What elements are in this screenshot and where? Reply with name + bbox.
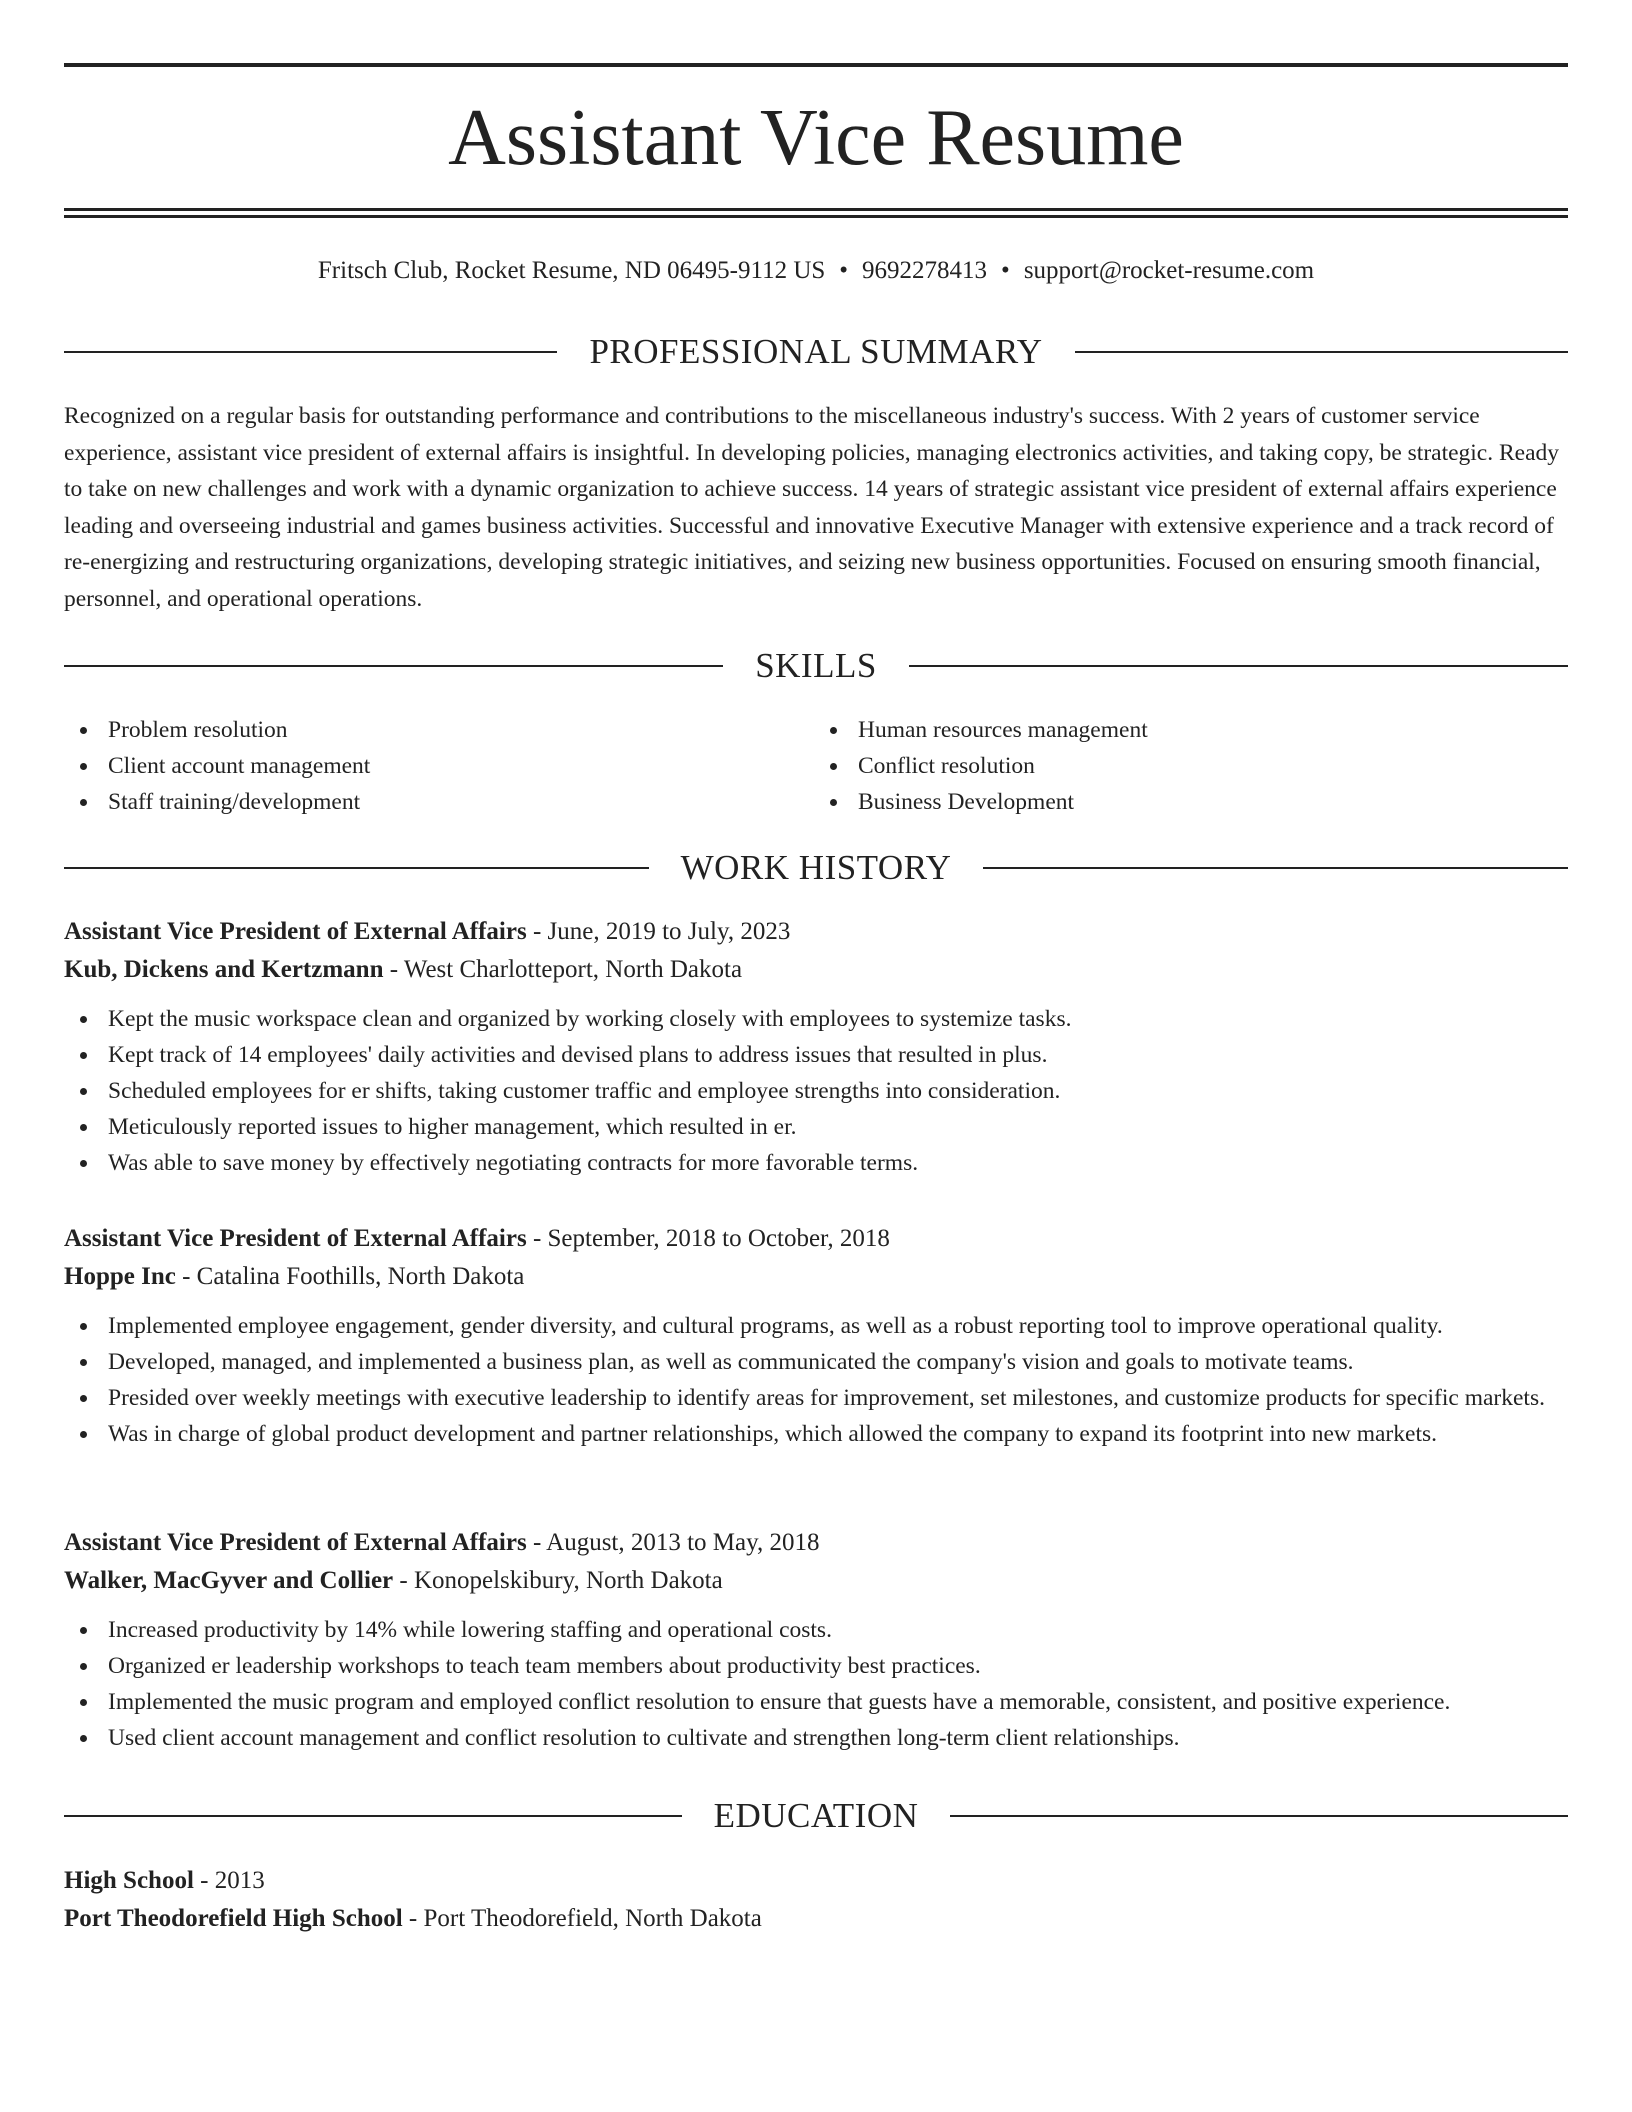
skill-item: Client account management	[108, 748, 816, 784]
heading-rule	[909, 665, 1568, 667]
job-bullet: Presided over weekly meetings with executive leadership to identify areas for improvement, set milestones, and customize products for specific markets.	[108, 1380, 1568, 1416]
heading-rule	[64, 867, 649, 869]
section-title: PROFESSIONAL SUMMARY	[589, 332, 1043, 371]
title-rule-lower	[64, 215, 1568, 218]
skills-list	[64, 712, 1568, 820]
skills-column-left	[64, 712, 816, 820]
education-school-line	[64, 1900, 1568, 1938]
section-heading-skills	[64, 644, 1568, 688]
job-bullets	[64, 1612, 1568, 1756]
job-title-line	[64, 913, 1568, 951]
job-dates: - June, 2019 to July, 2023	[526, 918, 791, 945]
contact-email: support@rocket-resume.com	[1023, 257, 1315, 284]
education-degree-line	[64, 1862, 1568, 1900]
contact-separator: •	[1001, 257, 1010, 284]
contact-separator: •	[839, 257, 849, 284]
job-bullet: Organized er leadership workshops to teach team members about productivity best practices.	[108, 1648, 1568, 1684]
education-year: - 2013	[193, 1867, 265, 1894]
top-rule	[64, 63, 1568, 67]
education-degree: High School	[64, 1867, 194, 1894]
section-title: EDUCATION	[713, 1796, 919, 1835]
heading-rule	[1075, 351, 1568, 353]
job-entry	[64, 1524, 1568, 1756]
job-location: - West Charlotteport, North Dakota	[383, 956, 743, 983]
contact-line	[64, 254, 1568, 288]
job-location: - Catalina Foothills, North Dakota	[175, 1263, 525, 1290]
job-bullets	[64, 1001, 1568, 1181]
job-bullet: Scheduled employees for er shifts, taking customer traffic and employee strengths into consideration.	[108, 1073, 1568, 1109]
job-dates: - August, 2013 to May, 2018	[526, 1529, 820, 1556]
job-title-line	[64, 1220, 1568, 1258]
skill-item: Human resources management	[858, 712, 1568, 748]
job-company: Kub, Dickens and Kertzmann	[64, 956, 384, 983]
job-bullet: Increased productivity by 14% while lowering staffing and operational costs.	[108, 1612, 1568, 1648]
job-bullets	[64, 1308, 1568, 1452]
job-company: Walker, MacGyver and Collier	[64, 1567, 394, 1594]
title-rule-upper	[64, 208, 1568, 211]
job-entry	[64, 913, 1568, 1181]
skill-item: Problem resolution	[108, 712, 816, 748]
job-company-line	[64, 951, 1568, 989]
job-title-line	[64, 1524, 1568, 1562]
job-role: Assistant Vice President of External Affairs	[64, 1225, 527, 1252]
job-dates: - September, 2018 to October, 2018	[526, 1225, 890, 1252]
resume-title: Assistant Vice Resume	[448, 94, 1184, 182]
skill-item: Staff training/development	[108, 784, 816, 820]
education-location: - Port Theodorefield, North Dakota	[402, 1905, 762, 1932]
section-heading-education	[64, 1794, 1568, 1838]
job-location: - Konopelskibury, North Dakota	[393, 1567, 723, 1594]
job-entry	[64, 1220, 1568, 1452]
heading-rule	[950, 1815, 1568, 1817]
heading-rule	[983, 867, 1568, 869]
job-bullet: Kept the music workspace clean and organized by working closely with employees to systemize tasks.	[108, 1001, 1568, 1037]
contact-phone: 9692278413	[862, 257, 988, 284]
job-bullet: Was able to save money by effectively negotiating contracts for more favorable terms.	[108, 1145, 1568, 1181]
heading-rule	[64, 1815, 682, 1817]
job-bullet: Used client account management and conflict resolution to cultivate and strengthen long-term client relationships.	[108, 1720, 1568, 1756]
section-title: WORK HISTORY	[680, 848, 952, 887]
job-bullet: Meticulously reported issues to higher management, which resulted in er.	[108, 1109, 1568, 1145]
heading-rule	[64, 665, 723, 667]
heading-rule	[64, 351, 557, 353]
job-bullet: Was in charge of global product development and partner relationships, which allowed the company to expand its footprint into new markets.	[108, 1416, 1568, 1452]
job-company-line	[64, 1562, 1568, 1600]
skill-item: Business Development	[858, 784, 1568, 820]
job-company-line	[64, 1258, 1568, 1296]
job-bullet: Implemented employee engagement, gender diversity, and cultural programs, as well as a robust reporting tool to improve operational quality.	[108, 1308, 1568, 1344]
job-company: Hoppe Inc	[64, 1263, 176, 1290]
section-heading-summary	[64, 330, 1568, 374]
job-role: Assistant Vice President of External Affairs	[64, 918, 527, 945]
job-bullet: Developed, managed, and implemented a business plan, as well as communicated the company's vision and goals to motivate teams.	[108, 1344, 1568, 1380]
education-school: Port Theodorefield High School	[64, 1905, 403, 1932]
job-bullet: Kept track of 14 employees' daily activities and devised plans to address issues that resulted in plus.	[108, 1037, 1568, 1073]
job-role: Assistant Vice President of External Affairs	[64, 1529, 527, 1556]
contact-address: Fritsch Club, Rocket Resume, ND 06495-9112 US	[317, 257, 826, 284]
skill-item: Conflict resolution	[858, 748, 1568, 784]
education-entry	[64, 1862, 1568, 1938]
section-title: SKILLS	[755, 646, 877, 685]
section-heading-work	[64, 846, 1568, 890]
job-bullet: Implemented the music program and employed conflict resolution to ensure that guests have a memorable, consistent, and positive experience.	[108, 1684, 1568, 1720]
summary-text: Recognized on a regular basis for outstanding performance and contributions to the miscellaneous industry's success. With 2 years of customer service experience, assistant vice president of external affairs is insightful. In developing policies, managing electronics activities, and taking copy, be strategic. Ready to take on new challenges and work with a dynamic organization to achieve success. 14 years of strategic assistant vice president of external affairs experience leading and overseeing industrial and games business activities. Successful and innovative Executive Manager with extensive experience and a track record of re-energizing and restructuring organizations, developing strategic initiatives, and seizing new business opportunities. Focused on ensuring smooth financial, personnel, and operational operations.	[64, 403, 1560, 612]
skills-column-right	[816, 712, 1568, 820]
